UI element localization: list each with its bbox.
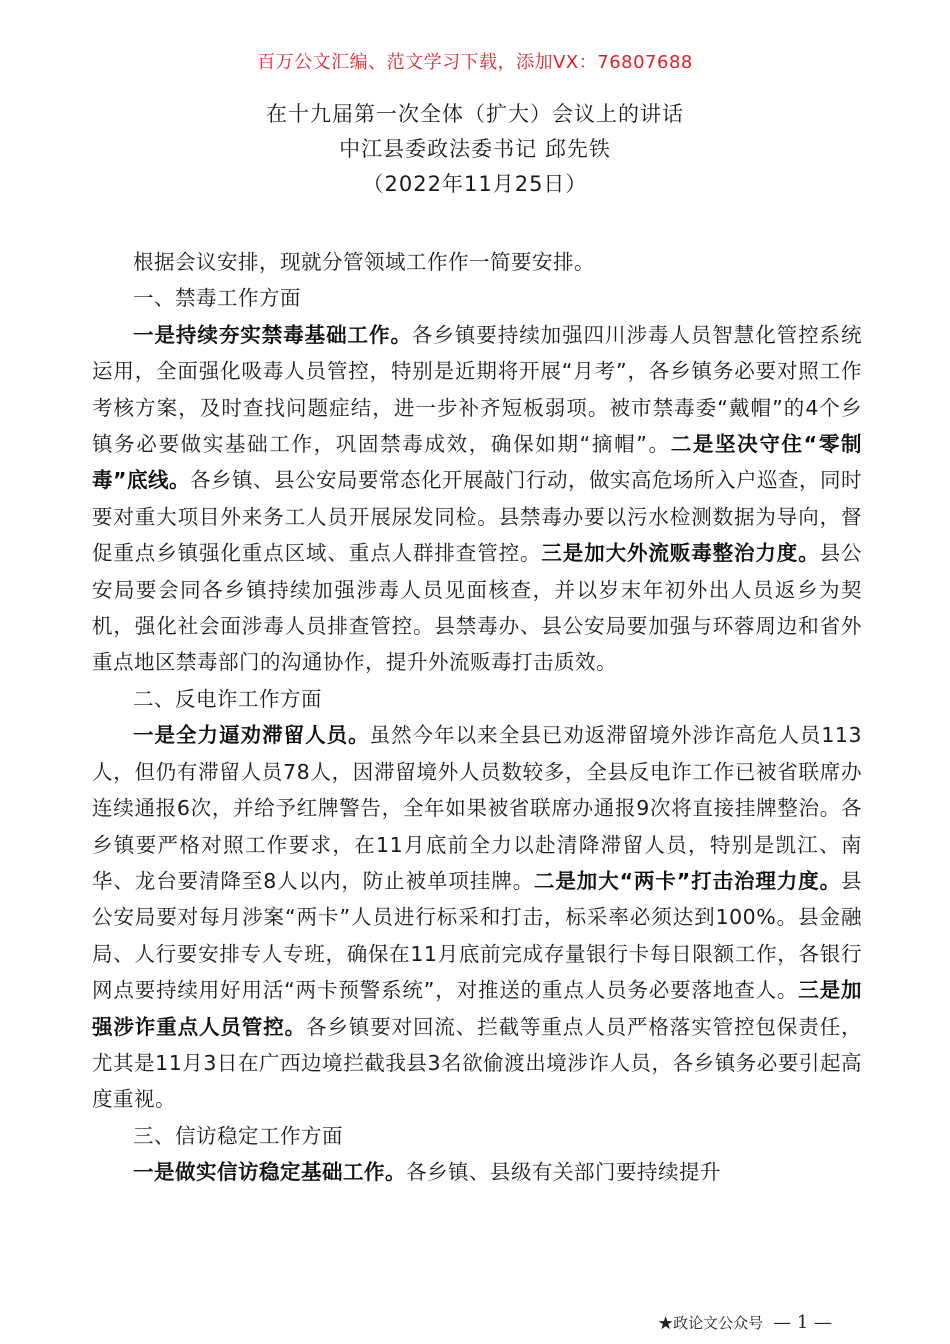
- paragraph-text: 县公安局要对每月涉案“两卡”人员进行标采和打击，标采率必须达到100%。县金融局、人行要安排专人专班，确保在11月底前完成存量银行卡每日限额工作，各银行网点要持续用好用活“两卡预警系统”，对推送的重点人员务必要落地查人。: [92, 868, 862, 1003]
- bold-point: 二是加大“两卡”打击治理力度。: [534, 868, 841, 893]
- bold-point: 二是坚决守住“零制毒”底线。: [92, 432, 862, 493]
- page-number: — 1 —: [773, 1312, 832, 1333]
- intro-paragraph: 根据会议安排，现就分管领域工作作一简要安排。: [133, 250, 595, 274]
- paragraph-text: 各乡镇、县级有关部门要持续提升: [406, 1160, 721, 1185]
- title-block: [0, 97, 950, 202]
- section-heading-drug-control: 一、禁毒工作方面: [133, 286, 301, 311]
- bold-point: 一是做实信访稳定基础工作。: [133, 1160, 406, 1185]
- page-footer: [658, 1312, 832, 1333]
- paragraph-text: 县公安局要会同各乡镇持续加强涉毒人员见面核查，并以岁末年初外出人员返乡为契机，强化社会面涉毒人员排查管控。县禁毒办、县公安局要加强与环蓉周边和省外重点地区禁毒部门的沟通协作，提升外流贩毒打击质效。: [92, 541, 863, 675]
- petition-paragraph: [92, 1154, 862, 1190]
- bold-point: 一是全力逼劝滞留人员。: [133, 723, 370, 748]
- speaker-line: 中江县委政法委书记 邱先铁: [339, 137, 611, 161]
- section-heading-anti-fraud: 二、反电诈工作方面: [133, 686, 322, 711]
- paragraph-text: 各乡镇要持续加强四川涉毒人员智慧化管控系统运用，全面强化吸毒人员管控，特别是近期将开展“月考”，各乡镇务必要对照工作考核方案，及时查找问题症结，进一步补齐短板弱项。被市禁毒委“戴帽”的4个乡镇务必要做实基础工作，巩固禁毒成效，确保如期“摘帽”。: [92, 322, 863, 457]
- paragraph-text: 各乡镇要对回流、拦截等重点人员严格落实管控包保责任，尤其是11月3日在广西边境拦截我县3名欲偷渡出境涉诈人员，各乡镇务必要引起高度重视。: [92, 1014, 862, 1112]
- speech-body: [92, 244, 862, 1191]
- bold-point: 三是加强涉诈重点人员管控。: [92, 978, 862, 1039]
- speech-title: 在十九届第一次全体（扩大）会议上的讲话: [266, 102, 684, 126]
- paragraph-text: 虽然今年以来全县已劝返滞留境外涉诈高危人员113人，但仍有滞留人员78人，因滞留境外人员数较多，全县反电诈工作已被省联席办连续通报6次，并给予红牌警告，全年如果被省联席办通报9次将直接挂牌整治。各乡镇要严格对照工作要求，在11月底前全力以赴清降滞留人员，特别是凯江、南华、龙台要清降至8人以内，防止被单项挂牌。: [92, 723, 862, 893]
- anti-fraud-paragraph: [92, 717, 862, 1117]
- paragraph-text: 各乡镇、县公安局要常态化开展敲门行动，做实高危场所入户巡查，同时要对重大项目外来务工人员开展尿发同检。县禁毒办要以污水检测数据为导向，督促重点乡镇强化重点区域、重点人群排查管控。: [92, 468, 862, 566]
- footer-source: ★政论文公众号: [658, 1314, 764, 1332]
- bold-point: 三是加大外流贩毒整治力度。: [541, 541, 820, 566]
- download-banner: 百万公文汇编、范文学习下载，添加VX：76807688: [257, 52, 693, 73]
- speech-date: （2022年11月25日）: [362, 172, 588, 196]
- bold-point: 一是持续夯实禁毒基础工作。: [133, 322, 412, 347]
- section-heading-petition: 三、信访稳定工作方面: [133, 1123, 343, 1148]
- drug-control-paragraph: [92, 317, 862, 681]
